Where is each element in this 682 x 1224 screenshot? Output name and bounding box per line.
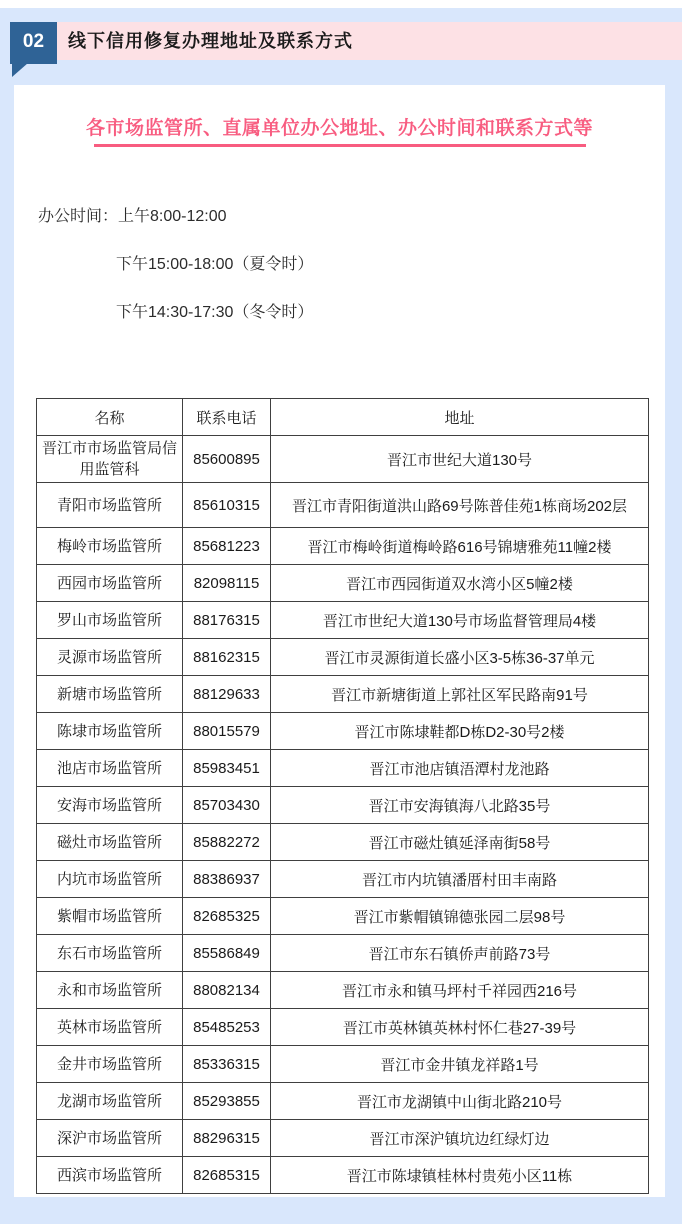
table-row [37, 528, 649, 565]
office-phone-cell: 88129633 [183, 676, 271, 713]
office-name-cell: 紫帽市场监管所 [37, 898, 183, 935]
office-name-cell: 晋江市市场监管局信用监管科 [37, 436, 183, 483]
office-phone-cell: 85293855 [183, 1083, 271, 1120]
office-phone-cell: 85600895 [183, 436, 271, 483]
office-phone-cell: 85882272 [183, 824, 271, 861]
office-name-cell: 金井市场监管所 [37, 1046, 183, 1083]
office-address-cell: 晋江市陈埭鞋都D栋D2-30号2楼 [271, 713, 649, 750]
office-name-cell: 内坑市场监管所 [37, 861, 183, 898]
office-phone-cell: 88162315 [183, 639, 271, 676]
title-underline [94, 144, 586, 147]
table-row [37, 565, 649, 602]
office-name-cell: 龙湖市场监管所 [37, 1083, 183, 1120]
office-address-cell: 晋江市梅岭街道梅岭路616号锦塘雅苑11幢2楼 [271, 528, 649, 565]
office-address-cell: 晋江市陈埭镇桂林村贵苑小区11栋 [271, 1157, 649, 1194]
header-cell-address: 地址 [271, 399, 649, 436]
office-name-cell: 灵源市场监管所 [37, 639, 183, 676]
office-address-cell: 晋江市英林镇英林村怀仁巷27-39号 [271, 1009, 649, 1046]
table-row [37, 824, 649, 861]
office-name-cell: 永和市场监管所 [37, 972, 183, 1009]
table-row [37, 639, 649, 676]
office-address-cell: 晋江市世纪大道130号 [271, 436, 649, 483]
office-address-cell: 晋江市青阳街道洪山路69号陈普佳苑1栋商场202层 [271, 483, 649, 528]
office-address-cell: 晋江市内坑镇潘厝村田丰南路 [271, 861, 649, 898]
office-phone-cell: 88082134 [183, 972, 271, 1009]
office-address-cell: 晋江市东石镇侨声前路73号 [271, 935, 649, 972]
office-name-cell: 梅岭市场监管所 [37, 528, 183, 565]
office-address-cell: 晋江市西园街道双水湾小区5幢2楼 [271, 565, 649, 602]
office-phone-cell: 88015579 [183, 713, 271, 750]
table-row [37, 861, 649, 898]
office-address-cell: 晋江市永和镇马坪村千祥园西216号 [271, 972, 649, 1009]
content-card [14, 85, 665, 1197]
office-phone-cell: 82685325 [183, 898, 271, 935]
table-row [37, 483, 649, 528]
table-row [37, 602, 649, 639]
office-name-cell: 深沪市场监管所 [37, 1120, 183, 1157]
office-name-cell: 英林市场监管所 [37, 1009, 183, 1046]
office-name-cell: 青阳市场监管所 [37, 483, 183, 528]
office-phone-cell: 88296315 [183, 1120, 271, 1157]
office-name-cell: 西园市场监管所 [37, 565, 183, 602]
office-name-cell: 罗山市场监管所 [37, 602, 183, 639]
office-hours-line-3: 下午14:30-17:30（冬令时） [116, 304, 314, 321]
office-name-cell: 陈埭市场监管所 [37, 713, 183, 750]
office-address-cell: 晋江市新塘街道上郭社区军民路南91号 [271, 676, 649, 713]
badge-tail-shape [12, 63, 28, 77]
office-phone-cell: 82685315 [183, 1157, 271, 1194]
office-phone-cell: 85485253 [183, 1009, 271, 1046]
table-row [37, 436, 649, 483]
table-row [37, 1157, 649, 1194]
table-row [37, 1083, 649, 1120]
table-row [37, 713, 649, 750]
table-row [37, 1046, 649, 1083]
table-header-row [37, 399, 649, 436]
header-cell-phone: 联系电话 [183, 399, 271, 436]
office-name-cell: 东石市场监管所 [37, 935, 183, 972]
section-title: 线下信用修复办理地址及联系方式 [68, 31, 353, 51]
contact-table [36, 398, 649, 1194]
office-name-cell: 池店市场监管所 [37, 750, 183, 787]
office-address-cell: 晋江市龙湖镇中山街北路210号 [271, 1083, 649, 1120]
office-address-cell: 晋江市池店镇浯潭村龙池路 [271, 750, 649, 787]
table-row [37, 750, 649, 787]
table-row [37, 972, 649, 1009]
office-hours-block [38, 207, 313, 351]
office-name-cell: 安海市场监管所 [37, 787, 183, 824]
section-number-badge: 02 [10, 22, 57, 64]
office-hours-line-1: 办公时间：上午8:00-12:00 [38, 208, 227, 225]
office-phone-cell: 85703430 [183, 787, 271, 824]
office-name-cell: 新塘市场监管所 [37, 676, 183, 713]
office-hours-line-2: 下午15:00-18:00（夏令时） [116, 256, 314, 273]
table-body [37, 436, 649, 1194]
table-row [37, 787, 649, 824]
office-address-cell: 晋江市灵源街道长盛小区3-5栋36-37单元 [271, 639, 649, 676]
office-name-cell: 西滨市场监管所 [37, 1157, 183, 1194]
office-address-cell: 晋江市世纪大道130号市场监督管理局4楼 [271, 602, 649, 639]
section-banner [10, 22, 682, 60]
office-address-cell: 晋江市紫帽镇锦德张园二层98号 [271, 898, 649, 935]
table-row [37, 1120, 649, 1157]
table-row [37, 898, 649, 935]
table-header [37, 399, 649, 436]
office-phone-cell: 82098115 [183, 565, 271, 602]
office-phone-cell: 85681223 [183, 528, 271, 565]
office-phone-cell: 88386937 [183, 861, 271, 898]
office-phone-cell: 85586849 [183, 935, 271, 972]
table-row [37, 935, 649, 972]
office-address-cell: 晋江市磁灶镇延泽南街58号 [271, 824, 649, 861]
header-cell-name: 名称 [37, 399, 183, 436]
card-title: 各市场监管所、直属单位办公地址、办公时间和联系方式等 [85, 118, 593, 139]
office-address-cell: 晋江市安海镇海八北路35号 [271, 787, 649, 824]
office-phone-cell: 85983451 [183, 750, 271, 787]
office-address-cell: 晋江市金井镇龙祥路1号 [271, 1046, 649, 1083]
table-row [37, 1009, 649, 1046]
office-phone-cell: 85336315 [183, 1046, 271, 1083]
office-phone-cell: 85610315 [183, 483, 271, 528]
table-row [37, 676, 649, 713]
office-name-cell: 磁灶市场监管所 [37, 824, 183, 861]
office-address-cell: 晋江市深沪镇坑边红绿灯边 [271, 1120, 649, 1157]
office-phone-cell: 88176315 [183, 602, 271, 639]
